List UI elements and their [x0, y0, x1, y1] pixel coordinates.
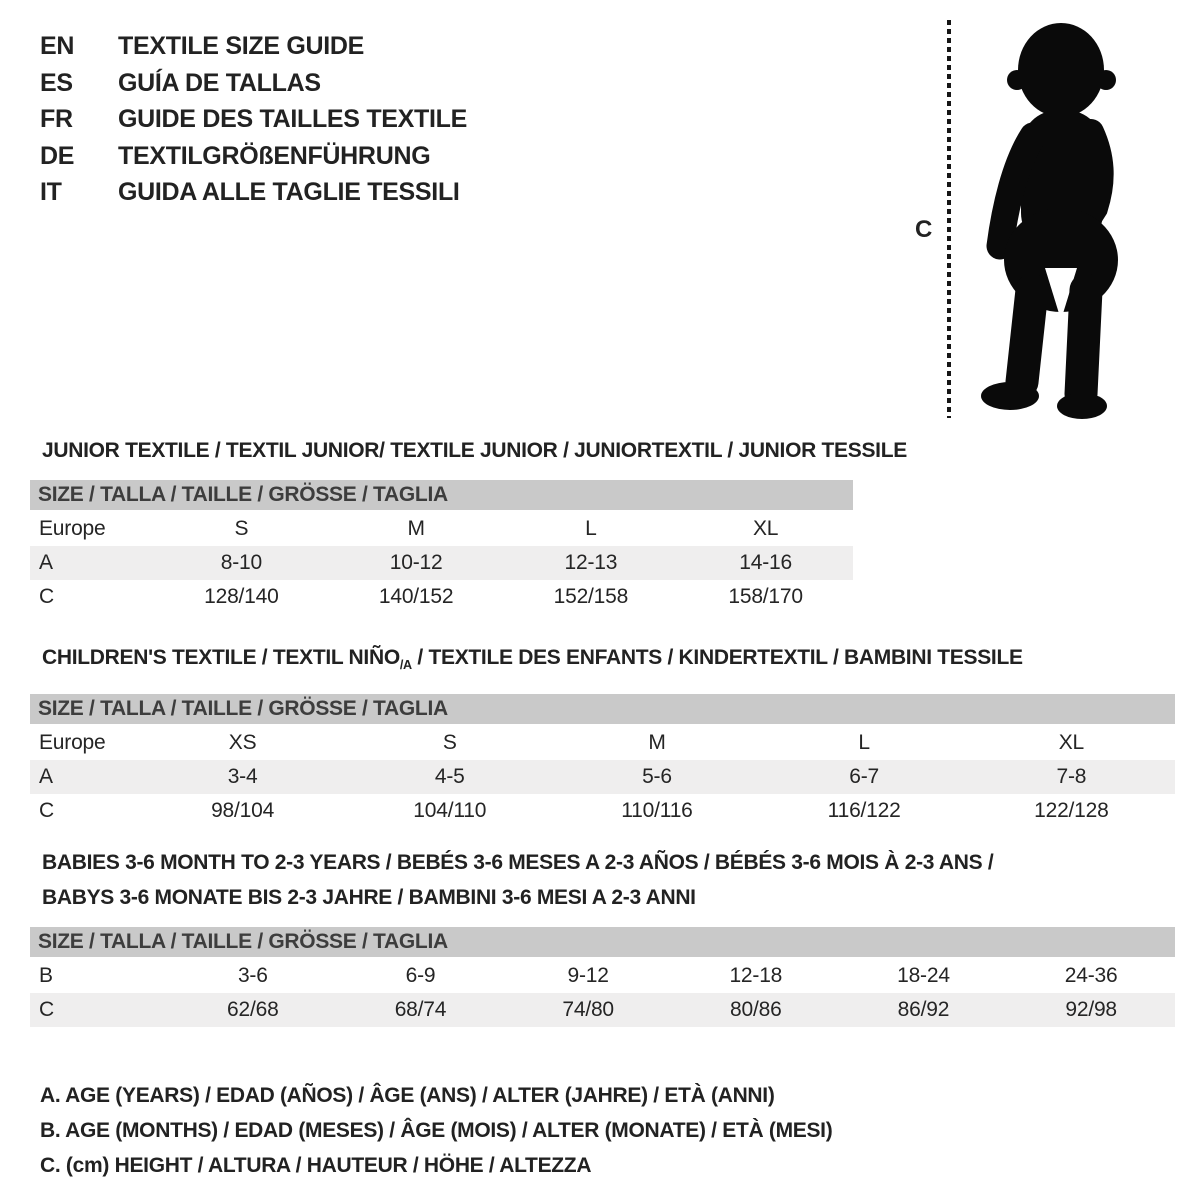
value-cell: L — [858, 731, 870, 755]
size-guide-section — [30, 641, 1175, 828]
language-row — [40, 101, 467, 138]
language-row — [40, 28, 467, 65]
size-guide-section — [30, 845, 1175, 1027]
section-title-text: BABIES 3-6 MONTH TO 2-3 YEARS / BEBÉS 3-6 MESES A 2-3 AÑOS / BÉBÉS 3-6 MOIS À 2-3 ANS / — [42, 851, 994, 874]
value-cell: 8-10 — [220, 551, 262, 574]
value-cell: 116/122 — [827, 799, 901, 823]
language-header — [40, 28, 467, 211]
toddler-silhouette-icon — [969, 12, 1149, 424]
language-row — [40, 65, 467, 102]
row-label-cell: Europe — [39, 731, 106, 755]
legend-line: B. AGE (MONTHS) / EDAD (MESES) / ÂGE (MOIS) / ALTER (MONATE) / ETÀ (MESI) — [40, 1119, 833, 1142]
value-cell: 104/110 — [413, 799, 487, 823]
value-cell: 158/170 — [728, 585, 803, 608]
value-cell: L — [585, 517, 597, 540]
value-cell: 80/86 — [730, 998, 782, 1021]
language-row — [40, 174, 467, 211]
legend-line: A. AGE (YEARS) / EDAD (AÑOS) / ÂGE (ANS) / ALTER (JAHRE) / ETÀ (ANNI) — [40, 1084, 775, 1107]
size-table — [30, 512, 853, 614]
value-cell: S — [442, 731, 457, 755]
table-row — [30, 580, 853, 614]
row-label-cell: B — [39, 964, 53, 987]
language-title: TEXTILE SIZE GUIDE — [118, 32, 365, 60]
row-label-cell: Europe — [39, 517, 106, 540]
table-row — [30, 546, 853, 580]
value-cell: 110/116 — [621, 799, 693, 823]
value-cell: 6-7 — [849, 765, 880, 789]
row-label-cell: C — [39, 998, 54, 1021]
language-code: EN — [40, 32, 75, 60]
size-table — [30, 959, 1175, 1027]
value-cell: 7-8 — [1056, 765, 1087, 789]
value-cell: 74/80 — [562, 998, 614, 1021]
child-figure — [905, 12, 1175, 424]
value-cell: 18-24 — [897, 964, 950, 987]
language-title: GUÍA DE TALLAS — [118, 68, 321, 97]
section-title-text: /A — [399, 658, 412, 673]
size-header-bar: SIZE / TALLA / TAILLE / GRÖSSE / TAGLIA — [30, 927, 1175, 957]
value-cell: 3-6 — [237, 964, 268, 987]
section-title-text: JUNIOR TEXTILE / TEXTIL JUNIOR/ TEXTILE JUNIOR / JUNIORTEXTIL / JUNIOR TESSILE — [42, 439, 907, 462]
value-cell: 140/152 — [378, 585, 454, 608]
value-cell: 68/74 — [394, 998, 447, 1021]
value-cell: 3-4 — [227, 765, 258, 789]
height-measure-label: C — [915, 216, 933, 243]
value-cell: 12-13 — [564, 551, 618, 574]
table-row — [30, 512, 853, 546]
row-label-cell: C — [39, 585, 54, 608]
size-header-bar: SIZE / TALLA / TAILLE / GRÖSSE / TAGLIA — [30, 694, 1175, 724]
table-row — [30, 959, 1175, 993]
value-cell: 9-12 — [567, 964, 609, 987]
value-cell: 14-16 — [739, 551, 792, 574]
size-guide-section — [30, 434, 907, 614]
value-cell: 128/140 — [204, 585, 279, 608]
value-cell: 86/92 — [897, 998, 950, 1021]
value-cell: 5-6 — [642, 765, 672, 789]
value-cell: 24-36 — [1064, 964, 1118, 987]
value-cell: 12-18 — [729, 964, 783, 987]
value-cell: XS — [228, 731, 257, 755]
table-row — [30, 993, 1175, 1027]
section-title — [42, 641, 1175, 682]
section-title — [42, 845, 1175, 915]
language-row — [40, 138, 467, 175]
value-cell: 4-5 — [434, 765, 465, 789]
value-cell: 62/68 — [227, 998, 279, 1021]
value-cell: 10-12 — [389, 551, 443, 574]
table-row — [30, 726, 1175, 760]
language-code: ES — [40, 68, 73, 97]
section-title-text: CHILDREN'S TEXTILE / TEXTIL NIÑO — [42, 646, 400, 669]
language-code: IT — [40, 178, 62, 206]
value-cell: XL — [752, 517, 779, 540]
height-measure-dashed-line — [947, 20, 951, 418]
table-row — [30, 794, 1175, 828]
table-row — [30, 760, 1175, 794]
size-header-bar: SIZE / TALLA / TAILLE / GRÖSSE / TAGLIA — [30, 480, 853, 510]
language-title: GUIDE DES TAILLES TEXTILE — [118, 105, 468, 133]
row-label-cell: C — [39, 799, 54, 823]
section-title-text: / TEXTILE DES ENFANTS / KINDERTEXTIL / BAMBINI TESSILE — [411, 646, 1023, 669]
value-cell: 6-9 — [405, 964, 436, 987]
language-title: GUIDA ALLE TAGLIE TESSILI — [118, 178, 460, 206]
size-table — [30, 726, 1175, 828]
value-cell: XL — [1058, 731, 1085, 755]
section-title — [42, 434, 907, 468]
value-cell: 98/104 — [211, 799, 275, 823]
section-title-text: BABYS 3-6 MONATE BIS 2-3 JAHRE / BAMBINI 3-6 MESI A 2-3 ANNI — [42, 886, 696, 909]
value-cell: S — [234, 517, 249, 540]
row-label-cell: A — [39, 551, 53, 574]
language-title: TEXTILGRÖßENFÜHRUNG — [118, 141, 431, 170]
value-cell: 122/128 — [1034, 799, 1109, 823]
value-cell: M — [407, 517, 425, 540]
language-code: FR — [40, 105, 73, 133]
value-cell: 152/158 — [553, 585, 629, 608]
row-label-cell: A — [39, 765, 53, 789]
legend-line: C. (cm) HEIGHT / ALTURA / HAUTEUR / HÖHE / ALTEZZA — [40, 1154, 592, 1177]
value-cell: M — [648, 731, 666, 755]
legend — [40, 1078, 832, 1183]
language-code: DE — [40, 141, 75, 170]
value-cell: 92/98 — [1065, 998, 1117, 1021]
